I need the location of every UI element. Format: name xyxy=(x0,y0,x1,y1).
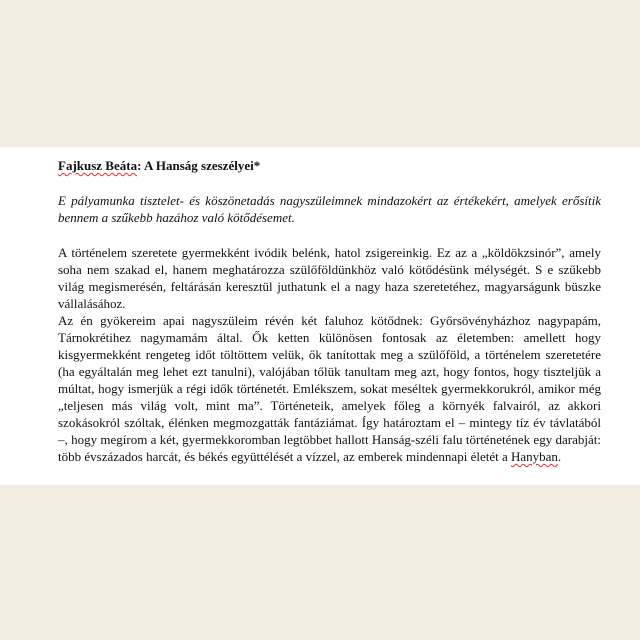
document-body xyxy=(58,157,601,465)
paragraph-2-text: Az én gyökereim apai nagyszüleim révén két faluhoz kötődnek: Győrsövényházhoz nagypapám, Tárnokrétihez nagymamám által. Ők ketten különösen fontosak az életemben: amellett hogy kisgyermekként rengeteg időt töltöttem velük, ők tanítottak meg a szülőföld, a történelem szeretetére (ha egyáltalán meg lehet ezt tanulni), valójában tőlük tanultam meg azt, hogy fontos, hogy tiszteljük a múltat, hogy ismerjük a régi idők történetét. Emlékszem, sokat meséltek gyermekkorukról, amikor még „teljesen más világ volt, mint ma”. Történeteik, amelyek főleg a környék falvairól, az akkori szokásokról szóltak, élénken megmozgatták fantáziámat. Így határoztam el – mintegy tíz év távlatából –, hogy megírom a két, gyermekkoromban legtöbbet hallott Hanság-széli falu történetének egy darabját: több évszázados harcát, és békés együttélését a vízzel, az emberek mindennapi életét a xyxy=(58,313,601,464)
paragraph-2 xyxy=(58,312,601,465)
paragraph-1: A történelem szeretete gyermekként ivódik belénk, hatol zsigereinkig. Ez az a „köldökzsinór”, amely soha nem szakad el, hanem meghatározza szülőföldünkhöz való kötődésünk mélységét. S e szűkebb világ megismerésén, feltárásán keresztül juthatunk el a nagy haza szeretetéhez, magyarságunk büszke vállalásához. xyxy=(58,245,601,311)
title-text: : A Hanság szeszélyei* xyxy=(137,158,261,173)
dedication-paragraph: E pályamunka tisztelet- és köszönetadás nagyszüleimnek mindazokért az értékekért, amelyek erősítik bennem a szűkebb hazához való kötődésemet. xyxy=(58,193,601,225)
misspelled-word: Hanyban xyxy=(510,449,558,464)
paragraph-2-end: . xyxy=(557,449,562,464)
title-author: Fajkusz Beáta xyxy=(58,158,138,173)
document-title xyxy=(58,157,601,174)
